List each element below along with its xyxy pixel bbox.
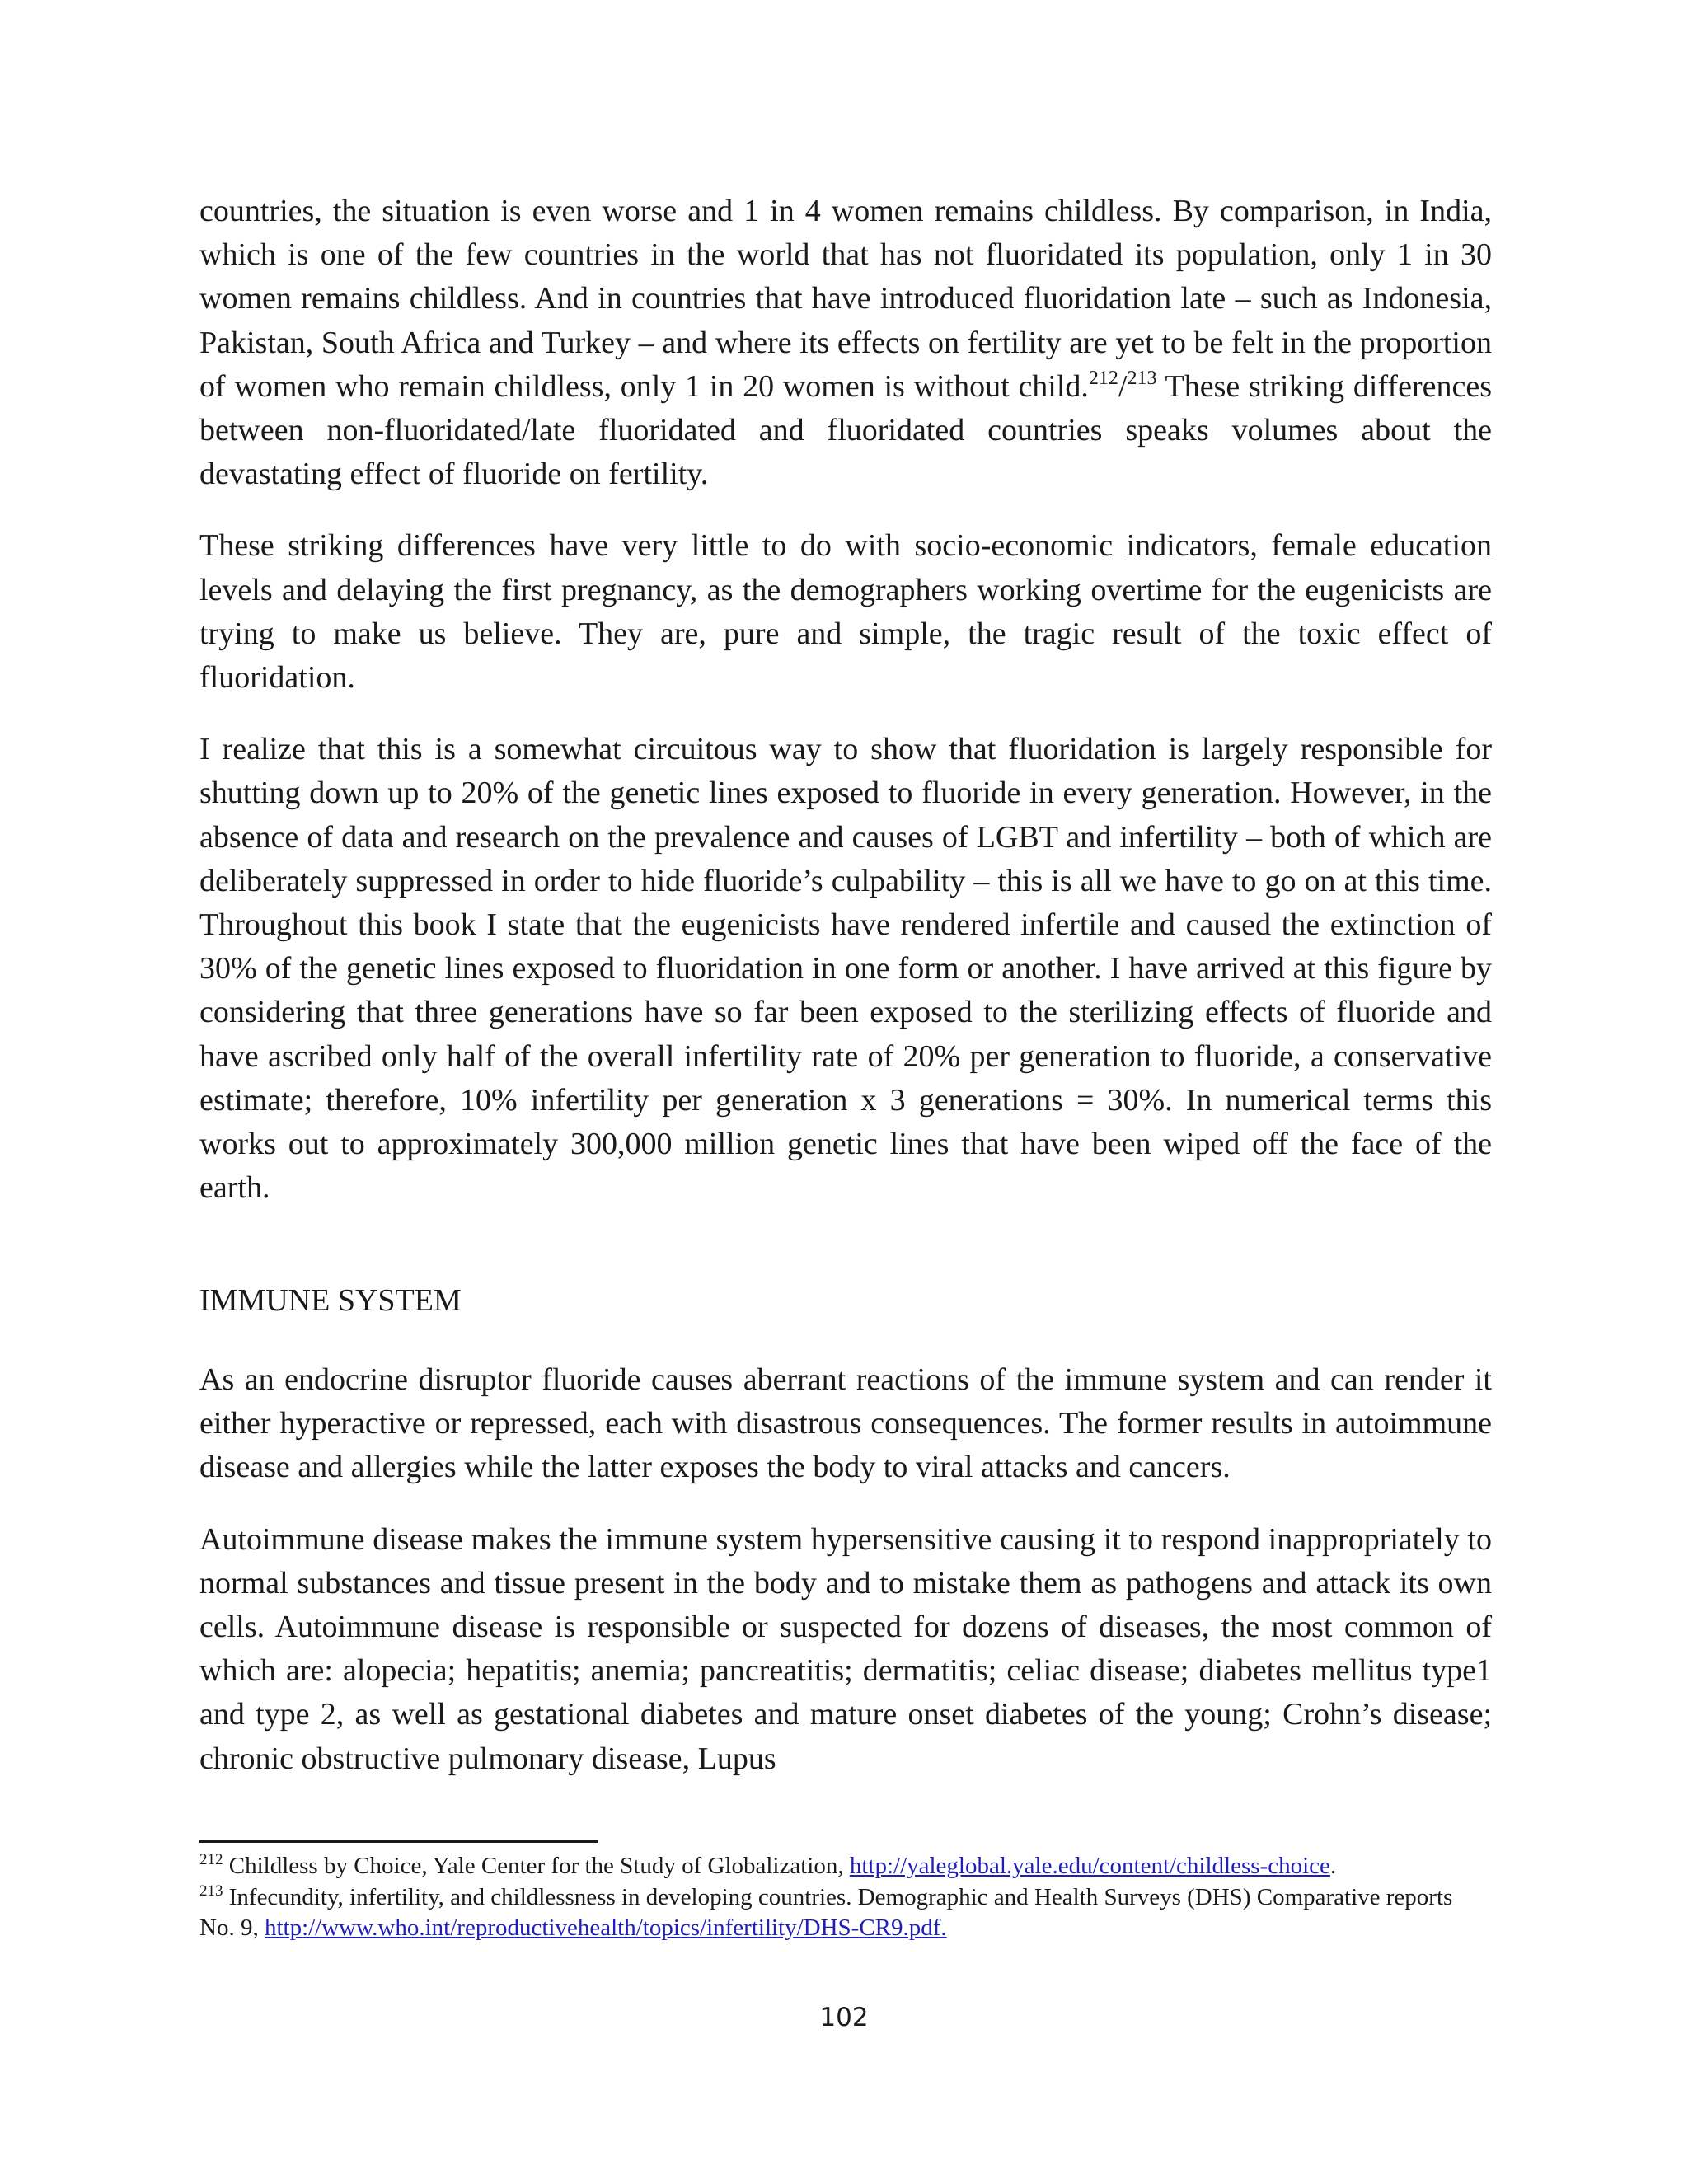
footnotes [199, 1851, 1492, 1944]
footnote-text: Childless by Choice, Yale Center for the Study of Globalization, [223, 1853, 850, 1879]
paragraph-genetic-lines: I realize that this is a somewhat circuitous way to show that fluoridation is largely responsible for shutting down up to 20% of the genetic lines exposed to fluoride in every generation. However, in the absence of data and research on the prevalence and causes of LGBT and infertility – both of which are deliberately suppressed in order to hide fluoride’s culpability – this is all we have to go on at this time. Throughout this book I state that the eugenicists have rendered infertile and caused the extinction of 30% of the genetic lines exposed to fluoridation in one form or another. I have arrived at this figure by considering that three generations have so far been exposed to the sterilizing effects of fluoride and have ascribed only half of the overall infertility rate of 20% per generation to fluoride, a conservative estimate; therefore, 10% infertility per generation x 3 generations = 30%. In numerical terms this works out to approximately 300,000 million genetic lines that have been wiped off the face of the earth. [199, 732, 1492, 1206]
footnote-number: 213 [199, 1882, 223, 1900]
footnote-ref-separator: / [1118, 368, 1128, 404]
footnote-link[interactable]: http://www.who.int/reproductivehealth/topics/infertility/DHS-CR9.pdf. [264, 1915, 947, 1941]
footnote-ref-212[interactable]: 212 [1088, 367, 1118, 389]
footnote-213 [199, 1882, 1492, 1944]
footnote-link[interactable]: http://yaleglobal.yale.edu/content/childless-choice [849, 1853, 1330, 1879]
immune-system-section [199, 1358, 1492, 1781]
footnote-212 [199, 1851, 1492, 1882]
footnote-punctuation: . [1329, 1853, 1337, 1879]
paragraph-autoimmune-disease: Autoimmune disease makes the immune system hypersensitive causing it to respond inappropriately to normal substances and tissue present in the body and to mistake them as pathogens and attack its own cells. Autoimmune disease is responsible or suspected for dozens of diseases, the most common of which are: alopecia; hepatitis; anemia; pancreatitis; dermatitis; celiac disease; diabetes mellitus type1 and type 2, as well as gestational diabetes and mature onset diabetes of the young; Crohn’s disease; chronic obstructive pulmonary disease, Lupus [199, 1521, 1492, 1776]
footnote-ref-213[interactable]: 213 [1127, 367, 1157, 389]
paragraph-endocrine-disruptor: As an endocrine disruptor fluoride causes aberrant reactions of the immune system and can render it either hyperactive or repressed, each with disastrous consequences. The former results in autoimmune disease and allergies while the latter exposes the body to viral attacks and cancers. [199, 1362, 1492, 1485]
footnote-text: Infecundity, infertility, and childlessness in developing countries. Demographic and Health Surveys (DHS) Comparative reports No. 9, [199, 1883, 1453, 1941]
page-number: 102 [819, 2003, 869, 2032]
section-heading-immune-system: IMMUNE SYSTEM [199, 1283, 462, 1318]
paragraph-fertility-comparison [199, 190, 1492, 496]
paragraph-text-continued: These striking differences between non-fluoridated/late fluoridated and fluoridated countries speaks volumes about the devastating effect of fluoride on fertility. [199, 368, 1492, 492]
paragraph-text: countries, the situation is even worse and 1 in 4 women remains childless. By comparison, in India, which is one of the few countries in the world that has not fluoridated its population, only 1 in 30 women remains childless. And in countries that have introduced fluoridation late – such as Indonesia, Pakistan, South Africa and Turkey – and where its effects on fertility are yet to be felt in the proportion of women who remain childless, only 1 in 20 women is without child. [199, 194, 1492, 404]
paragraph-socio-economic: These striking differences have very little to do with socio-economic indicators, female education levels and delaying the first pregnancy, as the demographers working overtime for the eugenicists are trying to make us believe. They are, pure and simple, the tragic result of the toxic effect of fluoridation. [199, 528, 1492, 696]
footnote-divider [199, 1840, 598, 1843]
main-text [199, 190, 1492, 1210]
footnote-number: 212 [199, 1851, 223, 1868]
